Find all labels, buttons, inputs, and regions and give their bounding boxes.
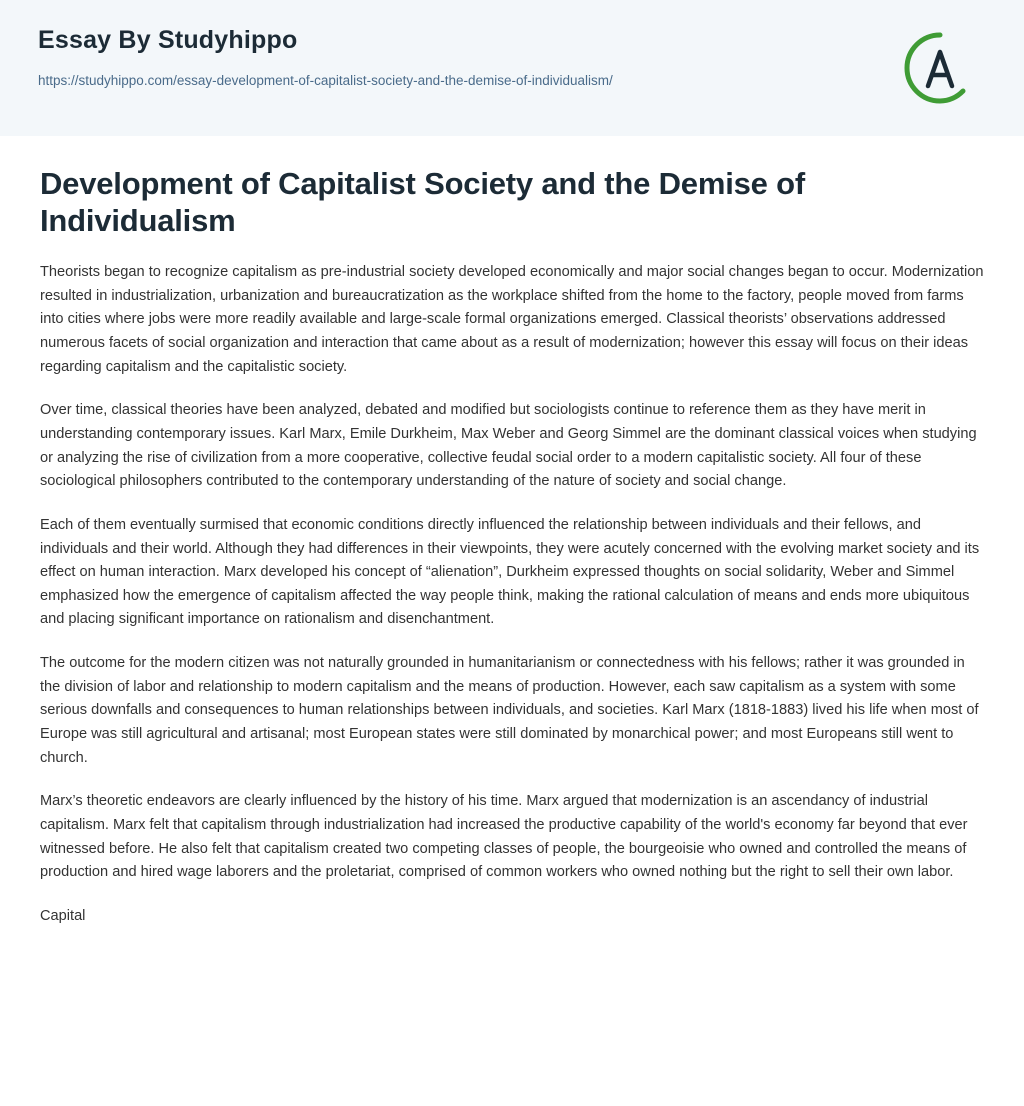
page-title: Development of Capitalist Society and the Demise of Individualism <box>40 166 805 238</box>
letter-a-circle-logo-icon <box>900 28 980 108</box>
article-paragraph: Theorists began to recognize capitalism as pre-industrial society developed economically and major social changes began to occur. Modernization resulted in industrialization, urbanization and bureaucratization as the workplace shifted from the home to the factory, people moved from farms into cities where jobs were more readily available and large-scale formal organizations emerged. Classical theorists’ observations addressed numerous facets of social organization and interaction that came about as a result of modernization; however this essay will focus on their ideas regarding capitalism and the capitalistic society. <box>40 264 984 375</box>
article-paragraph: Marx’s theoretic endeavors are clearly influenced by the history of his time. Marx argued that modernization is an ascendancy of industrial capitalism. Marx felt that capitalism through industrialization had increased the productive capability of the world's economy far beyond that ever witnessed before. He also felt that capitalism created two competing classes of people, the bourgeoisie who owned and controlled the means of production and hired wage laborers and the proletariat, comprised of common workers who owned nothing but the right to sell their own labor. <box>40 793 968 881</box>
document-header <box>0 0 1024 136</box>
source-url-link[interactable]: https://studyhippo.com/essay-development-of-capitalist-society-and-the-demise-of-individualism/ <box>38 72 613 88</box>
article-paragraph: Each of them eventually surmised that economic conditions directly influenced the relationship between individuals and their fellows, and individuals and their world. Although they had differences in their viewpoints, they were acutely concerned with the evolving market society and its effect on human interaction. Marx developed his concept of “alienation”, Durkheim expressed thoughts on social solidarity, Weber and Simmel emphasized how the emergence of capitalism affected the way people think, making the rational calculation of means and ends more ubiquitous and placing significant importance on rationalism and disenchantment. <box>40 516 980 628</box>
article-paragraph: Over time, classical theories have been analyzed, debated and modified but sociologists continue to reference them as they have merit in understanding contemporary issues. Karl Marx, Emile Durkheim, Max Weber and Georg Simmel are the dominant classical voices when studying or analyzing the rise of civilization from a more cooperative, collective feudal social order to a modern capitalistic society. All four of these sociological philosophers contributed to the contemporary understanding of the nature of society and social change. <box>40 402 977 490</box>
document-body <box>0 136 1024 969</box>
article-paragraph: The outcome for the modern citizen was not naturally grounded in humanitarianism or connectedness with his fellows; rather it was grounded in the division of labor and relationship to modern capitalism and the means of production. However, each saw capitalism as a system with some serious downfalls and consequences to human relationships between individuals, and societies. Karl Marx (1818-1883) lived his life when most of Europe was still agricultural and artisanal; most European states were still dominated by monarchical power; and most Europeans still went to church. <box>40 655 979 766</box>
site-brand-title: Essay By Studyhippo <box>38 26 298 54</box>
article-paragraph: Capital <box>40 907 86 924</box>
